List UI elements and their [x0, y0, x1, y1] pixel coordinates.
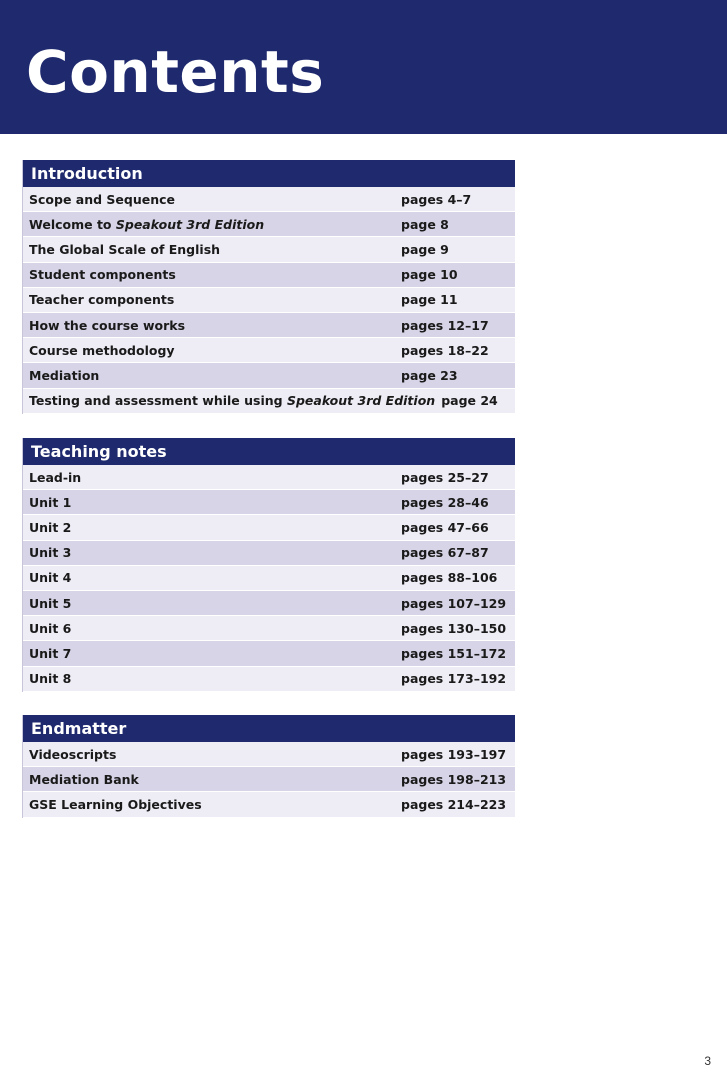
toc-entry-title-text: Unit 4 [29, 570, 72, 586]
toc-row [23, 288, 515, 313]
toc-entry-title [23, 292, 395, 307]
toc-entry-title-text: How the course works [29, 317, 186, 333]
toc-entry-title-text: Unit 5 [29, 595, 72, 611]
toc-entry-title [23, 318, 395, 333]
toc-entry-title [23, 570, 395, 585]
toc-entry-title-text: Teacher components [29, 292, 175, 308]
toc-entry-title [23, 797, 395, 812]
section-heading: Introduction [23, 160, 515, 187]
toc-entry-title-text: Scope and Sequence [29, 191, 176, 207]
section-heading: Endmatter [23, 715, 515, 742]
toc-row [23, 767, 515, 792]
toc-entry-pages: pages 18–22 [401, 342, 489, 358]
toc-row [23, 566, 515, 591]
toc-entry-title-text: Mediation Bank [29, 771, 139, 787]
toc-entry-title-text: Unit 1 [29, 494, 72, 510]
toc-entry-pages: pages 67–87 [401, 545, 489, 561]
toc-entry-title-text: Unit 8 [29, 671, 72, 687]
toc-entry-title [23, 242, 395, 257]
toc-entry-title-italic: Speakout 3rd Edition [286, 393, 436, 409]
toc-entry-pages: pages 214–223 [401, 796, 507, 812]
page-number: 3 [704, 1054, 711, 1068]
toc-row [23, 641, 515, 666]
toc-entry-pages: pages 12–17 [401, 317, 489, 333]
toc-entry-title-italic: Speakout 3rd Edition [115, 216, 265, 232]
toc-entry-pages: pages 4–7 [401, 191, 472, 207]
page-header [0, 0, 727, 134]
toc-entry-title-text: Mediation [29, 367, 100, 383]
toc-entry-title [23, 217, 395, 232]
toc-entry-title-text: The Global Scale of English [29, 241, 221, 257]
toc-entry-pages: page 11 [401, 292, 458, 308]
toc-entry-title [23, 646, 395, 661]
toc-entry-title [23, 747, 395, 762]
toc-entry-pages: pages 107–129 [401, 595, 507, 611]
toc-entry-title-text: Unit 7 [29, 645, 72, 661]
toc-entry-title [23, 545, 395, 560]
toc-entry-title-text: Testing and assessment while using [29, 393, 287, 409]
toc-row [23, 187, 515, 212]
toc-entry-title [23, 621, 395, 636]
toc-entry-title-text: Unit 3 [29, 545, 72, 561]
section-teaching-notes [22, 438, 515, 692]
toc-entry-title-text: Welcome to [29, 216, 116, 232]
toc-entry-title-text: Unit 2 [29, 519, 72, 535]
toc-entry-title-text: Videoscripts [29, 746, 117, 762]
toc-entry-title-text: Course methodology [29, 342, 175, 358]
toc-row [23, 490, 515, 515]
section-introduction [22, 160, 515, 414]
toc-entry-pages: page 8 [401, 216, 449, 232]
toc-entry-title [23, 368, 395, 383]
toc-entry-pages: pages 198–213 [401, 771, 507, 787]
section-endmatter [22, 715, 515, 818]
toc-row [23, 792, 515, 817]
toc-entry-pages: pages 25–27 [401, 469, 489, 485]
toc-entry-title [23, 495, 395, 510]
toc-rows [23, 742, 515, 818]
toc-entry-pages: page 9 [401, 241, 449, 257]
toc-entry-pages: pages 173–192 [401, 671, 507, 687]
toc-row [23, 742, 515, 767]
toc-row [23, 591, 515, 616]
toc-row [23, 313, 515, 338]
toc-row [23, 363, 515, 388]
toc-entry-title-text: GSE Learning Objectives [29, 796, 202, 812]
toc-row [23, 541, 515, 566]
toc-row [23, 338, 515, 363]
toc-row [23, 667, 515, 692]
toc-entry-title [23, 343, 395, 358]
toc-entry-title [23, 596, 395, 611]
toc-entry-pages: page 23 [401, 367, 458, 383]
toc-entry-title [23, 470, 395, 485]
toc-row [23, 465, 515, 490]
toc-entry-pages: page 10 [401, 267, 458, 283]
toc-entry-title-text: Lead-in [29, 469, 82, 485]
toc-row [23, 389, 515, 414]
toc-row [23, 212, 515, 237]
page-title: Contents [26, 38, 325, 106]
toc-row [23, 237, 515, 262]
toc-entry-pages: pages 193–197 [401, 746, 507, 762]
toc-row [23, 515, 515, 540]
toc-row [23, 616, 515, 641]
toc-rows [23, 465, 515, 692]
toc-row [23, 263, 515, 288]
section-heading: Teaching notes [23, 438, 515, 465]
toc-entry-title [23, 267, 395, 282]
toc-entry-pages: pages 151–172 [401, 645, 507, 661]
toc-entry-pages: pages 47–66 [401, 519, 489, 535]
toc-entry-title [23, 192, 395, 207]
toc-entry-pages: pages 130–150 [401, 620, 507, 636]
toc-entry-title-text: Unit 6 [29, 620, 72, 636]
toc-entry-title [23, 671, 395, 686]
toc-entry-title [23, 393, 435, 408]
toc-entry-title-text: Student components [29, 267, 176, 283]
toc-entry-pages: pages 88–106 [401, 570, 498, 586]
toc-entry-title [23, 772, 395, 787]
toc-rows [23, 187, 515, 414]
toc-entry-pages: pages 28–46 [401, 494, 489, 510]
toc-entry-pages: page 24 [441, 393, 498, 409]
toc-entry-title [23, 520, 395, 535]
